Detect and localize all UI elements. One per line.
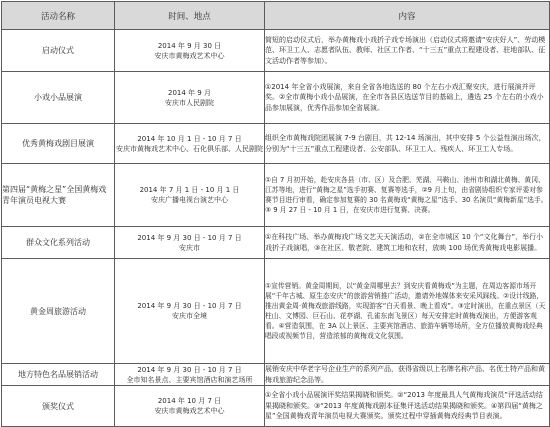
time-text: 2014 年 9 月 30 日 - 10 月 7 日 [137, 365, 242, 374]
activity-content: 展销安庆中华老字号企业生产的系列产品，获得省级以上名牌名称产品、名优土特产品和黄梅戏旅游纪念品等。 [265, 364, 550, 386]
activity-schedule-table [1, 1, 550, 427]
table-row [2, 227, 550, 259]
table-row [2, 124, 550, 164]
time-text: 2014 年 9 月 [168, 88, 211, 97]
activity-content: 简短的启动仪式后，举办黄梅戏小戏折子戏专场演出（启动仪式将邀请“安庆好人”、劳动模范、环卫工人、志愿者队伍、教师、社区工作者、“十三五”重点工程建设者、驻地部队、征文活动作者等参加）。 [265, 30, 550, 72]
place-text: 安庆市黄梅戏艺术中心 [154, 51, 225, 60]
activity-name: 颁奖仪式 [2, 386, 115, 427]
place-text: 安庆广播电视台演艺中心 [151, 196, 228, 204]
time-place [115, 164, 265, 227]
table-header-row [2, 2, 550, 30]
time-place [115, 227, 265, 259]
activity-name: 第四届“黄梅之星”全国黄梅戏青年演员电视大赛 [2, 164, 115, 227]
place-text: 安庆市人民剧院 [165, 98, 214, 107]
table-row [2, 30, 550, 72]
table-row [2, 386, 550, 427]
time-place [115, 386, 265, 427]
time-text: 2014 年 9 月 30 日 [157, 41, 222, 50]
time-place [115, 124, 265, 164]
table-row [2, 164, 550, 227]
activity-content: ①2014 年全省小戏展演，来自全省各地选送的 80 个左右小戏汇聚安庆，进行展演并评奖。②全市黄梅小戏小品展演，在全市各县区选送节目的基础上，遴选 25 个左右的小戏小品参加展演，优秀作品参加全省展演。 [265, 72, 550, 124]
time-text: 2014 年 10 月 1 日 - 10 月 7 日 [137, 134, 242, 143]
table-row [2, 259, 550, 364]
time-text: 2014 年 9 月 30 日 - 10 月 7 日 [137, 233, 242, 242]
header-activity-name: 活动名称 [2, 2, 115, 30]
time-place [115, 259, 265, 364]
activity-content: 组织全市黄梅戏院团展演 7-9 台剧目，共 12-14 场演出，其中安排 5 个公益性演出场次，分别为“十三五”重点工程建设者、公安部队、环卫工人、残疾人、环卫工人专场。 [265, 124, 550, 164]
table-row [2, 364, 550, 386]
place-text: 安庆市全境 [172, 312, 207, 320]
activity-content: ①自 7 月初开始，赴安庆各县（市、区）及合肥、芜湖、马鞍山、池州市和湖北黄梅、黄冈、江苏等地，进行“黄梅之星”选手初赛、复赛等选手，②9 月上旬，由省剧协组织专家评委对参赛节目进行审看，确定参加复赛的 30 名黄梅戏“黄梅之星”选手、30 名演员“黄梅新星”选手。③ 9 月 27 日 - 10 月 1 日，在安庆市进行复赛、决赛。 [265, 164, 550, 227]
activity-name: 群众文化系列活动 [2, 227, 115, 259]
activity-name: 启动仪式 [2, 30, 115, 72]
activity-content: ①宣传营销。黄金周期间，以“黄金周哪里去？到安庆看黄梅戏”为主题，在周边客源市场开展“千年古城、原生态安庆”的旅游营销推广活动，邀请外地媒体来安采风踩线。②设计线路，推出黄金周·黄梅戏旅游线路，实现游客“白天看景、晚上看戏”。③定时演出，在重点景区（天柱山、文博园、巨石山、花亭湖、孔雀东南飞景区）每天安排定时黄梅戏演出，方便游客观看。④营造氛围，在 3A 以上景区、主要宾馆酒店、旅游车辆等场所，全方位播放黄梅戏经典唱段或视频节目，营造浓郁的黄梅戏文化氛围。 [265, 259, 550, 364]
place-text: 安庆市 [179, 243, 200, 252]
time-place [115, 364, 265, 386]
activity-content: ①在科技广场、举办黄梅戏广场文艺天天演活动，②在全市城区 10 个“文化舞台”，举行小戏折子戏演唱，③在社区、敬老院、建筑工地和农村，放映 100 场优秀黄梅戏电影展播。 [265, 227, 550, 259]
place-text: 全市知名景点、主要宾馆酒店和演艺场所 [126, 375, 253, 384]
activity-name: 优秀黄梅戏剧目展演 [2, 124, 115, 164]
activity-name: 地方特色名品展销活动 [2, 364, 115, 386]
time-text: 2014 年 9 月 30 日 - 10 月 7 日 [137, 302, 242, 310]
activity-name: 黄金周旅游活动 [2, 259, 115, 364]
table-row [2, 72, 550, 124]
header-time-place: 时间、地点 [115, 2, 265, 30]
time-place [115, 72, 265, 124]
time-text: 2014 年 10 月 7 日 [157, 397, 222, 406]
time-text: 2014 年 7 月 1 日 - 10 月 1 日 [139, 186, 240, 194]
place-text: 安庆市黄梅戏艺术中心、石化俱乐部、人民剧院 [116, 144, 263, 153]
place-text: 安庆市黄梅戏艺术中心 [154, 407, 225, 416]
activity-content: ①全省小戏小品展演评奖结果揭晓和颁奖。②“2013 年度最具人气黄梅戏演员”评选活动结果揭晓和颁奖。③“2013 年度黄梅戏剧本征集评选活动结果揭晓和颁奖。④第四届“黄梅之星”全国黄梅戏青年演员电视大赛颁奖。颁奖过程中穿插黄梅戏经典节目表演。 [265, 386, 550, 427]
activity-name: 小戏小品展演 [2, 72, 115, 124]
time-place [115, 30, 265, 72]
header-content: 内容 [265, 2, 550, 30]
